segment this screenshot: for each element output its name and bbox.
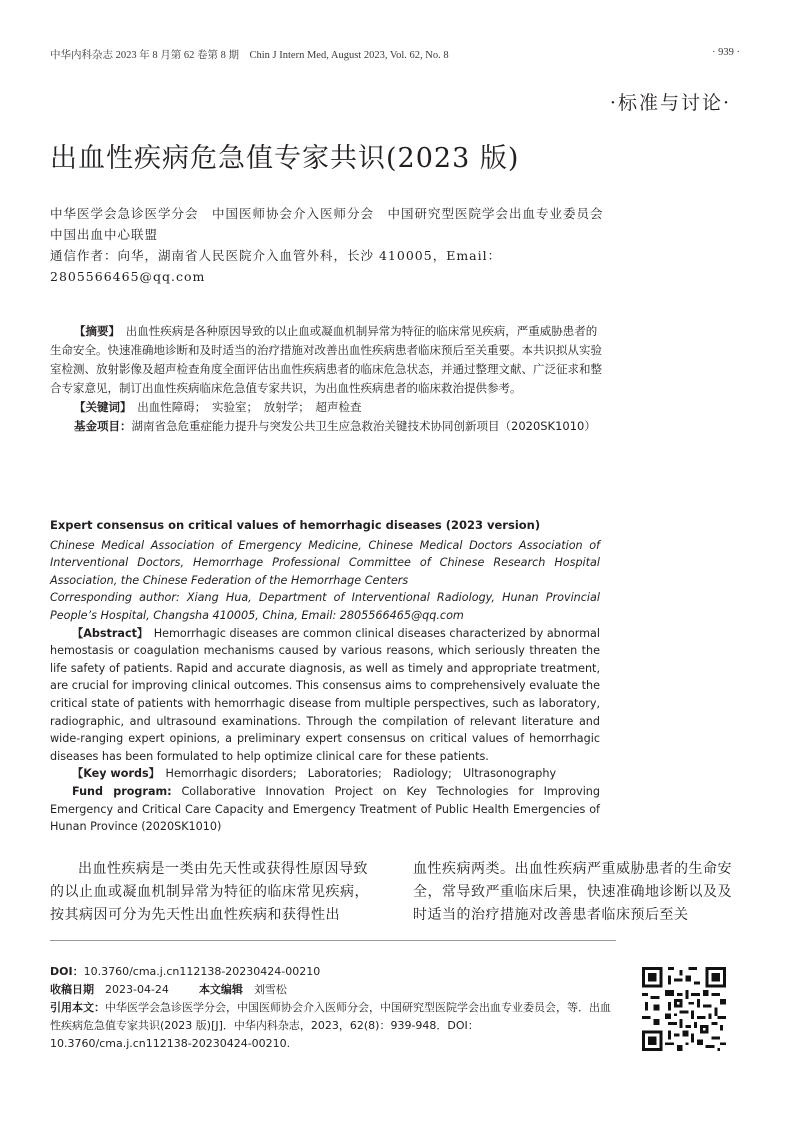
doi-line bbox=[50, 963, 620, 981]
author-block bbox=[50, 203, 618, 287]
author-organizations: 中华医学会急诊医学分会 中国医师协会介入医师分会 中国研究型医院学会出血专业委员会 中国出血中心联盟 bbox=[50, 206, 618, 242]
keywords-text: 出血性障碍； 实验室； 放射学； 超声检查 bbox=[137, 400, 362, 414]
citation-text: 中华医学会急诊医学分会，中国医师协会介入医师分会，中国研究型医院学会出血专业委员会，等．出血性疾病危急值专家共识(2023 版)[J]．中华内科杂志，2023，62(8)：939-948．DOI：10.3760/cma.j.cn112138-20230424-00210. bbox=[50, 1001, 611, 1050]
page-number: · 939 · bbox=[712, 47, 740, 58]
received-date: 2023-04-24 bbox=[105, 983, 169, 996]
corresponding-author: 通信作者：向华，湖南省人民医院介入血管外科，长沙 410005，Email：2805566465@qq.com bbox=[50, 248, 502, 284]
body-text-left-column: 出血性疾病是一类由先天性或获得性原因导致的以止血或凝血机制异常为特征的临床常见疾病，按其病因可分为先天性出血性疾病和获得性出 bbox=[50, 861, 369, 923]
fund-text: 湖南省急危重症能力提升与突发公共卫生应急救治关键技术协同创新项目（2020SK1010） bbox=[131, 419, 596, 433]
english-keywords-paragraph bbox=[50, 765, 600, 783]
english-fund-paragraph bbox=[50, 783, 600, 836]
article-title: 出血性疾病危急值专家共识(2023 版) bbox=[50, 143, 520, 174]
editor-name: 刘雪松 bbox=[253, 983, 287, 996]
editor-label: 本文编辑 bbox=[198, 983, 243, 996]
running-header bbox=[50, 47, 740, 62]
abstract-text: 出血性疾病是各种原因导致的以止血或凝血机制异常为特征的临床常见疾病，严重威胁患者的生命安全。快速准确地诊断和及时适当的治疗措施对改善出血性疾病患者临床预后至关重要。本共识拟从实验室检测、放射影像及超声检查角度全面评估出血性疾病患者的临床危急状态，并通过整理文献、广泛征求和整合专家意见，制订出血性疾病临床危急值专家共识，为出血性疾病患者的临床救治提供参考。 bbox=[50, 324, 602, 395]
doi-value[interactable]: 10.3760/cma.j.cn112138-20230424-00210 bbox=[83, 965, 321, 978]
qr-code-icon[interactable] bbox=[642, 967, 726, 1051]
english-abstract-paragraph bbox=[50, 625, 600, 766]
english-corresponding-author: Corresponding author: Xiang Hua, Department of Interventional Radiology, Hunan Provincial People’s Hospital, Changsha 410005, China, Email: 2805566465@qq.com bbox=[50, 591, 600, 622]
received-label: 收稿日期 bbox=[50, 983, 94, 996]
english-fund-text: Collaborative Innovation Project on Key Technologies for Improving Emergency and Critical Care Capacity and Emergency Treatment of Public Health Emergencies of Hunan Province (2020SK1010) bbox=[50, 784, 600, 834]
doi-label: DOI： bbox=[50, 965, 84, 978]
abstract-paragraph bbox=[50, 322, 605, 398]
english-keywords-tag: 【Key words】 bbox=[72, 767, 155, 781]
footnote-divider bbox=[50, 940, 616, 941]
fund-tag: 基金项目： bbox=[74, 419, 132, 433]
keywords-paragraph bbox=[50, 398, 605, 417]
keywords-tag: 【关键词】 bbox=[74, 400, 126, 414]
english-fund-tag: Fund program: bbox=[72, 784, 172, 798]
abstract-tag: 【摘要】 bbox=[74, 324, 115, 338]
english-keywords-text: Hemorrhagic disorders; Laboratories; Radiology; Ultrasonography bbox=[165, 767, 557, 781]
chinese-abstract bbox=[50, 322, 605, 436]
section-label: ·标准与讨论· bbox=[609, 92, 731, 114]
fund-paragraph bbox=[50, 417, 605, 436]
article-footer bbox=[50, 963, 620, 1053]
body-text-right-column: 血性疾病两类。出血性疾病严重威胁患者的生命安全，常导致严重临床后果，快速准确地诊断以及及时适当的治疗措施对改善患者临床预后至关 bbox=[413, 861, 732, 923]
english-abstract-text: Hemorrhagic diseases are common clinical diseases characterized by abnormal hemostasis or coagulation mechanisms caused by various reasons, which seriously threaten the life safety of patients. Rapid and accurate diagnosis, as well as timely and appropriate treatment, are crucial for improving clinical outcomes. This consensus aims to comprehensively evaluate the critical state of patients with hemorrhagic disease from multiple perspectives, such as laboratory, radiographic, and ultrasound examinations. Through the compilation of relevant literature and wide-ranging expert opinions, a preliminary expert consensus on critical values of hemorrhagic diseases has been formulated to help optimize clinical care for these patients. bbox=[50, 626, 600, 763]
dates-line bbox=[50, 981, 620, 999]
journal-citation-line: 中华内科杂志 2023 年 8 月第 62 卷第 8 期 Chin J Intern Med, August 2023, Vol. 62, No. 8 bbox=[50, 50, 449, 61]
citation-line bbox=[50, 999, 620, 1053]
citation-label: 引用本文： bbox=[50, 1001, 105, 1014]
english-authors: Chinese Medical Association of Emergency Medicine, Chinese Medical Doctors Association of Interventional Doctors, Hemorrhage Professional Committee of Chinese Research Hospital Association, the Chinese Federation of the Hemorrhage Centers bbox=[50, 538, 600, 587]
english-abstract-tag: 【Abstract】 bbox=[72, 626, 143, 640]
english-abstract bbox=[50, 517, 600, 836]
english-title: Expert consensus on critical values of hemorrhagic diseases (2023 version) bbox=[50, 518, 541, 532]
